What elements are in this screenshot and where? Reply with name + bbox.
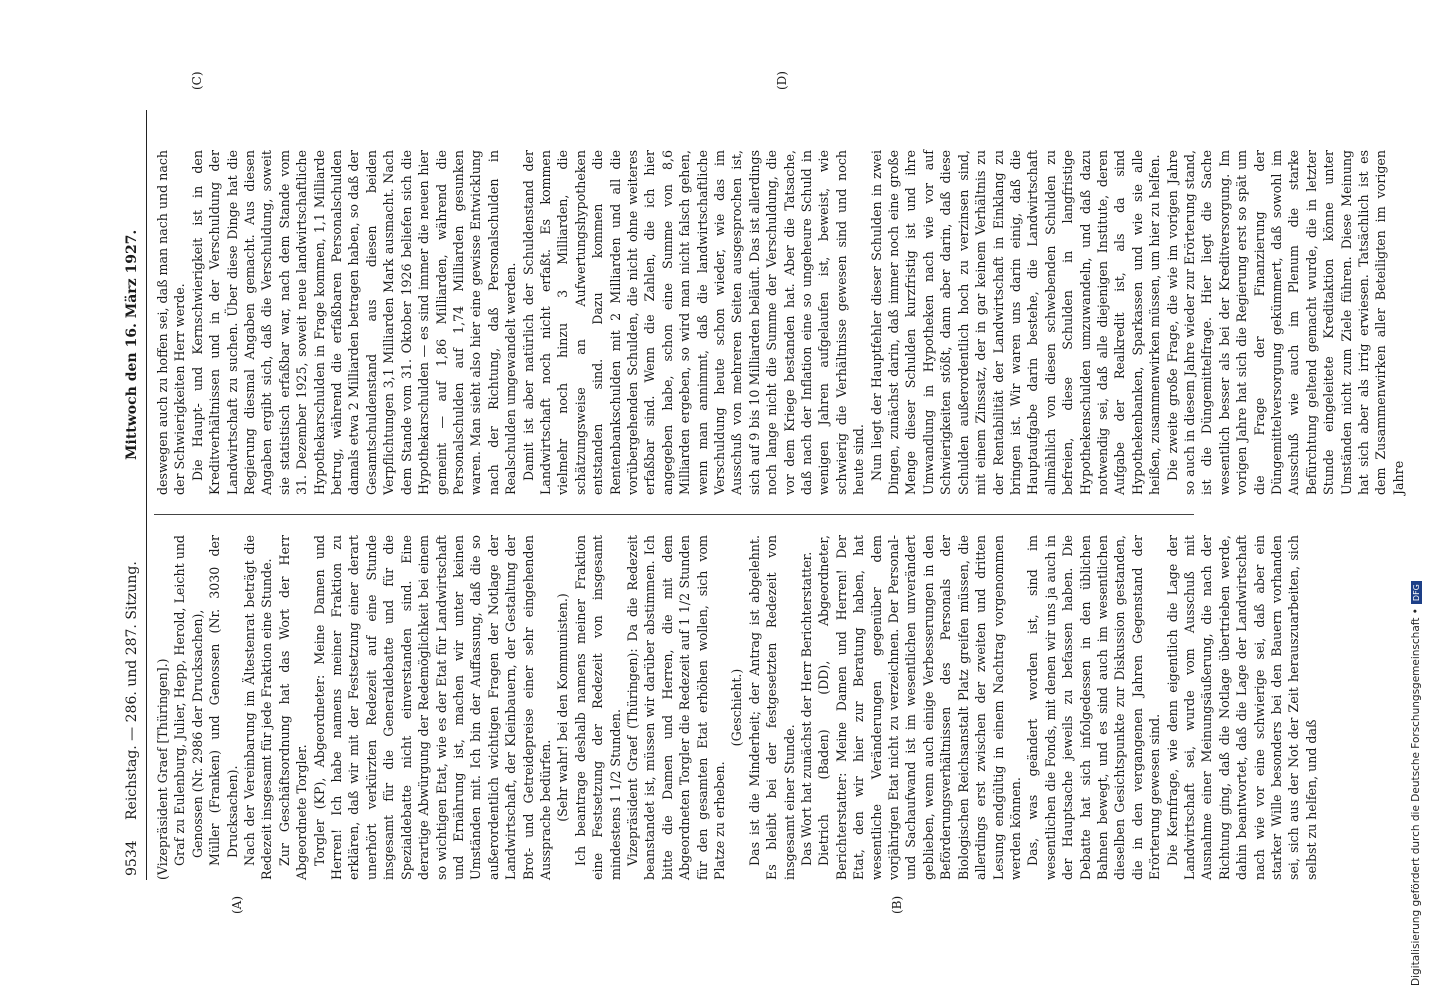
paragraph: Damit ist aber natürlich der Schuldenstand der Landwirtschaft noch nicht erfaßt. Es kommen vielmehr noch hinzu 3 Milliarden, die schätzungsweise an Aufwertungshypotheken entstanden sind. Dazu kommen die Rentenbankschulden mit 2 Milliarden und all die vorübergehenden Schulden, die nicht ohne weiteres erfaßbar sind. Wenn die Zahlen, die ich hier angegeben habe, schon eine Summe von 8,6 Milliarden ergeben, so wird man nicht falsch gehen, wenn man annimmt, daß die landwirtschaftliche Verschuldung heute schon wieder, wie das im Ausschuß von mehreren Seiten ausgesprochen ist, sich auf 9 bis 10 Milliarden beläuft. Das ist allerdings noch lange nicht die Summe der Verschuldung, die vor dem Kriege bestanden hat. Aber die Tatsache, daß nach der Inflation eine so ungeheure Schuld in wenigen Jahren aufgelaufen ist, beweist, wie schwierig die Verhältnisse gewesen sind und noch heute sind.	[520, 150, 867, 495]
paragraph: Nach der Vereinbarung im Ältestenrat beträgt die Redezeit insgesamt für jede Fraktion eine Stunde.	[242, 535, 275, 880]
credit-text: Digitalisierung gefördert durch die Deutsche Forschungsgemeinschaft •	[1410, 608, 1422, 986]
paragraph: Nun liegt der Hauptfehler dieser Schulden in zwei Dingen, zunächst darin, daß immer noch eine große Menge dieser Schulden kurzfristig ist und ihre Umwandlung in Hypotheken nach wie vor auf Schwierigkeiten stößt, dann aber darin, daß diese Schulden außerordentlich hoch zu verzinsen sind, mit einem Zinssatz, der in gar keinem Verhältnis zu der Rentabilität der Landwirtschaft in Einklang zu bringen ist. Wir waren uns darin einig, daß die Hauptaufgabe darin bestehe, die Landwirtschaft allmählich von diesen schwebenden Schulden zu befreien, diese Schulden in langfristige Hypothekenschulden umzuwandeln, und daß dazu notwendig sei, daß alle diejenigen Institute, deren Aufgabe der Realkredit ist, als da sind Hypothekenbanken, Sparkassen und wie sie alle heißen, zusammenwirken müssen, um hier zu helfen.	[868, 150, 1163, 495]
speaker-reference: (Vizepräsident Graef [Thüringen].)	[155, 658, 170, 880]
margin-marker-b: (B)	[890, 895, 904, 914]
motion-item: Graf zu Eulenburg, Julier, Hepp, Herold, Leicht und Genossen (Nr. 2986 der Drucksachen),	[172, 535, 205, 866]
dfg-logo: DFG	[1411, 581, 1422, 604]
session-title: Reichstag. — 286. und 287. Sitzung.	[124, 561, 140, 820]
interjection: (Sehr wahr! bei den Kommunisten.)	[555, 593, 571, 822]
margin-marker-a: (A)	[230, 895, 244, 914]
rotated-page	[120, 71, 1406, 914]
paragraph: Das, was geändert worden ist, sind im wesentlichen die Fonds, mit denen wir uns ja auch in der Hauptsache jeweils zu befassen haben. Die Debatte hat sich infolgedessen in den üblichen Bahnen bewegt, und es sind auch im wesentlichen dieselben Gesichtspunkte zur Diskussion gestanden, die in den vergangenen Jahren Gegenstand der Erörterung gewesen sind.	[1025, 535, 1163, 880]
paragraph: Das ist die Minderheit; der Antrag ist abgelehnt. Es bleibt bei der festgesetzten Redezeit von insgesamt einer Stunde.	[746, 535, 797, 880]
paragraph: Zur Geschäftsordnung hat das Wort der Herr Abgeordnete Torgler.	[276, 535, 310, 880]
paragraph: Dietrich (Baden) (DD), Abgeordneter, Berichterstatter: Meine Damen und Herren! Der Etat, den wir hier zur Beratung haben, hat wesentliche Veränderungen gegenüber dem vorjährigen Etat nicht zu verzeichnen. Der Personal- und Sachaufwand ist im wesentlichen unverändert geblieben, wenn auch einige Verbesserungen in den Beförderungsverhältnissen des Personals der Biologischen Reichsanstalt Platz greifen müssen, die allerdings erst zwischen der zweiten und dritten Lesung endgültig in einem Nachtrag vorgenommen werden können.	[816, 535, 1023, 880]
motion-item: Müller (Franken) und Genossen (Nr. 3030 der Drucksachen).	[207, 535, 240, 866]
right-column	[154, 150, 1406, 495]
interjection: (Geschieht.)	[729, 668, 745, 747]
left-column	[154, 535, 1319, 880]
paragraph: Ich beantrage deshalb namens meiner Fraktion eine Festsetzung der Redezeit von insgesamt mindestens 1 1/2 Stunden.	[572, 535, 623, 880]
paragraph: Die zweite große Frage, die wie im vorigen Jahre so auch in diesem Jahre wieder zur Erörterung stand, ist die Düngemittelfrage. Hier liegt die Sache wesentlich besser als bei der Kreditversorgung. Im vorigen Jahre hat sich die Regierung erst so spät um die Frage der Finanzierung der Düngemittelversorgung gekümmert, daß sowohl im Ausschuß wie auch im Plenum die starke Befürchtung geltend gemacht wurde, die in letzter Stunde eingeleitete Kreditaktion könne unter Umständen nicht zum Ziele führen. Diese Meinung hat sich aber als irrig erwiesen. Tatsächlich ist es dem Zusammenwirken aller Beteiligten im vorigen Jahre	[1164, 150, 1406, 495]
margin-marker-d: (D)	[775, 71, 789, 90]
page-header	[120, 110, 147, 880]
digitization-credit	[1410, 6, 1430, 996]
paragraph: Torgler (KP), Abgeordneter: Meine Damen und Herren! Ich habe namens meiner Fraktion zu erklären, daß wir mit der Festsetzung einer derart unerhört verkürzten Redezeit auf eine Stunde insgesamt für die Generaldebatte und für die Spezialdebatte nicht einverstanden sind. Eine derartige Abwürgung der Redemöglichkeit bei einem so wichtigen Etat, wie es der Etat für Landwirtschaft und Ernährung ist, machen wir unter keinen Umständen mit. Ich bin der Auffassung, daß die so außerordentlich wichtigen Fragen der Notlage der Landwirtschaft, der Kleinbauern, der Gestaltung der Brot- und Getreidepreise einer sehr eingehenden Aussprache bedürfen.	[311, 535, 553, 880]
paragraph: Die Kernfrage, wie denn eigentlich die Lage der Landwirtschaft sei, wurde vom Ausschuß mit Ausnahme einer Meinungsäußerung, die nach der Richtung ging, daß die Notlage übertrieben werde, dahin beantwortet, daß die Lage der Landwirtschaft nach wie vor eine schwierige sei, daß aber ein starker Wille besonders bei den Bauern vorhanden sei, sich aus der Not der Zeit herauszuarbeiten, sich selbst zu helfen, und daß	[1164, 535, 1319, 880]
column-divider	[154, 514, 1194, 515]
paragraph: Das Wort hat zunächst der Herr Berichterstatter.	[799, 551, 815, 866]
paragraph: Die Haupt- und Kernschwierigkeit ist in den Kreditverhältnissen und in der Verschuldung der Landwirtschaft zu suchen. Über diese Dinge hat die Regierung diesmal Angaben gemacht. Aus diesen Angaben ergibt sich, daß die Verschuldung, soweit sie statistisch erfaßbar war, nach dem Stande vom 31. Dezember 1925, soweit neue landwirtschaftliche Hypothekarschulden in Frage kommen, 1,1 Milliarde betrug, während die erfaßbaren Personalschulden damals etwa 2 Milliarden betragen haben, so daß der Gesamtschuldenstand aus diesen beiden Verpflichtungen 3,1 Milliarden Mark ausmacht. Nach dem Stande vom 31. Oktober 1926 beliefen sich die Hypothekarschulden — es sind immer die neuen hier gemeint — auf 1,86 Milliarden, während die Personalschulden auf 1,74 Milliarden gesunken waren. Man sieht also hier eine gewisse Entwicklung nach der Richtung, daß Personalschulden in Realschulden umgewandelt werden.	[189, 150, 519, 495]
paragraph: Vizepräsident Graef (Thüringen): Da die Redezeit beanstandet ist, müssen wir darüber abstimmen. Ich bitte die Damen und Herren, die mit dem Abgeordneten Torgler die Redezeit auf 1 1/2 Stunden für den gesamten Etat erhöhen wollen, sich vom Platze zu erheben.	[624, 535, 727, 880]
paragraph: deswegen auch zu hoffen sei, daß man nach und nach der Schwierigkeiten Herr werde.	[155, 150, 188, 495]
margin-marker-c: (C)	[190, 71, 204, 90]
date-title: Mittwoch den 16. März 1927.	[124, 229, 140, 460]
page-number: 9534	[124, 840, 140, 876]
